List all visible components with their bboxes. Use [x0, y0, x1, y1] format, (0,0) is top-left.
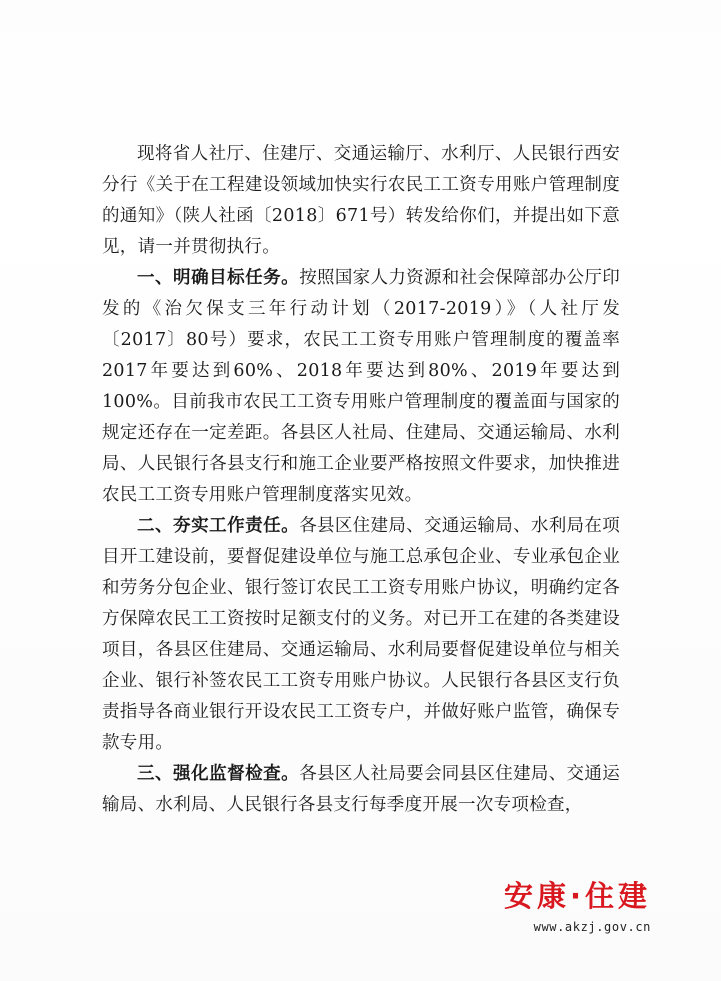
- intro-paragraph: [102, 139, 620, 263]
- section-2-heading: 二、夯实工作责任。: [137, 516, 300, 536]
- section-3-heading: 三、强化监督检查。: [137, 764, 300, 784]
- section-1-paragraph: [102, 263, 620, 511]
- section-2-text: 各县区住建局、交通运输局、水利局在项目开工建设前，要督促建设单位与施工总承包企业、专业承包企业和劳务分包企业、银行签订农民工工资专用账户协议，明确约定各方保障农民工工资按时足额支付的义务。对已开工在建的各类建设项目，各县区住建局、交通运输局、水利局要督促建设单位与相关企业、银行补签农民工工资专用账户协议。人民银行各县区支行负责指导各商业银行开设农民工工资专户，并做好账户监管，确保专款专用。: [102, 516, 621, 753]
- section-2-paragraph: [102, 511, 620, 759]
- section-3-text: 各县区人社局要会同县区住建局、交通运输局、水利局、人民银行各县支行每季度开展一次专项检查，: [102, 764, 621, 815]
- paragraph-text: 现将省人社厅、住建厅、交通运输厅、水利厅、人民银行西安分行《关于在工程建设领域加快实行农民工工资专用账户管理制度的通知》（陕人社函〔2018〕671号）转发给你们，并提出如下意见，请一并贯彻执行。: [102, 144, 620, 257]
- site-url: www.akzj.gov.cn: [533, 920, 651, 934]
- section-1-text: 按照国家人力资源和社会保障部办公厅印发的《治欠保支三年行动计划（2017-2019）》（人社厅发〔2017〕80号）要求，农民工工资专用账户管理制度的覆盖率2017年要达到60%、2018年要达到80%、2019年要达到100%。目前我市农民工工资专用账户管理制度的覆盖面与国家的规定还存在一定差距。各县区人社局、住建局、交通运输局、水利局、人民银行各县支行和施工企业要严格按照文件要求，加快推进农民工工资专用账户管理制度落实见效。: [102, 268, 621, 505]
- document-body: [102, 139, 620, 821]
- site-watermark: [504, 878, 651, 934]
- section-3-paragraph: [102, 759, 620, 821]
- section-1-heading: 一、明确目标任务。: [137, 268, 300, 288]
- brand-logo-text: 安康·住建: [503, 879, 651, 913]
